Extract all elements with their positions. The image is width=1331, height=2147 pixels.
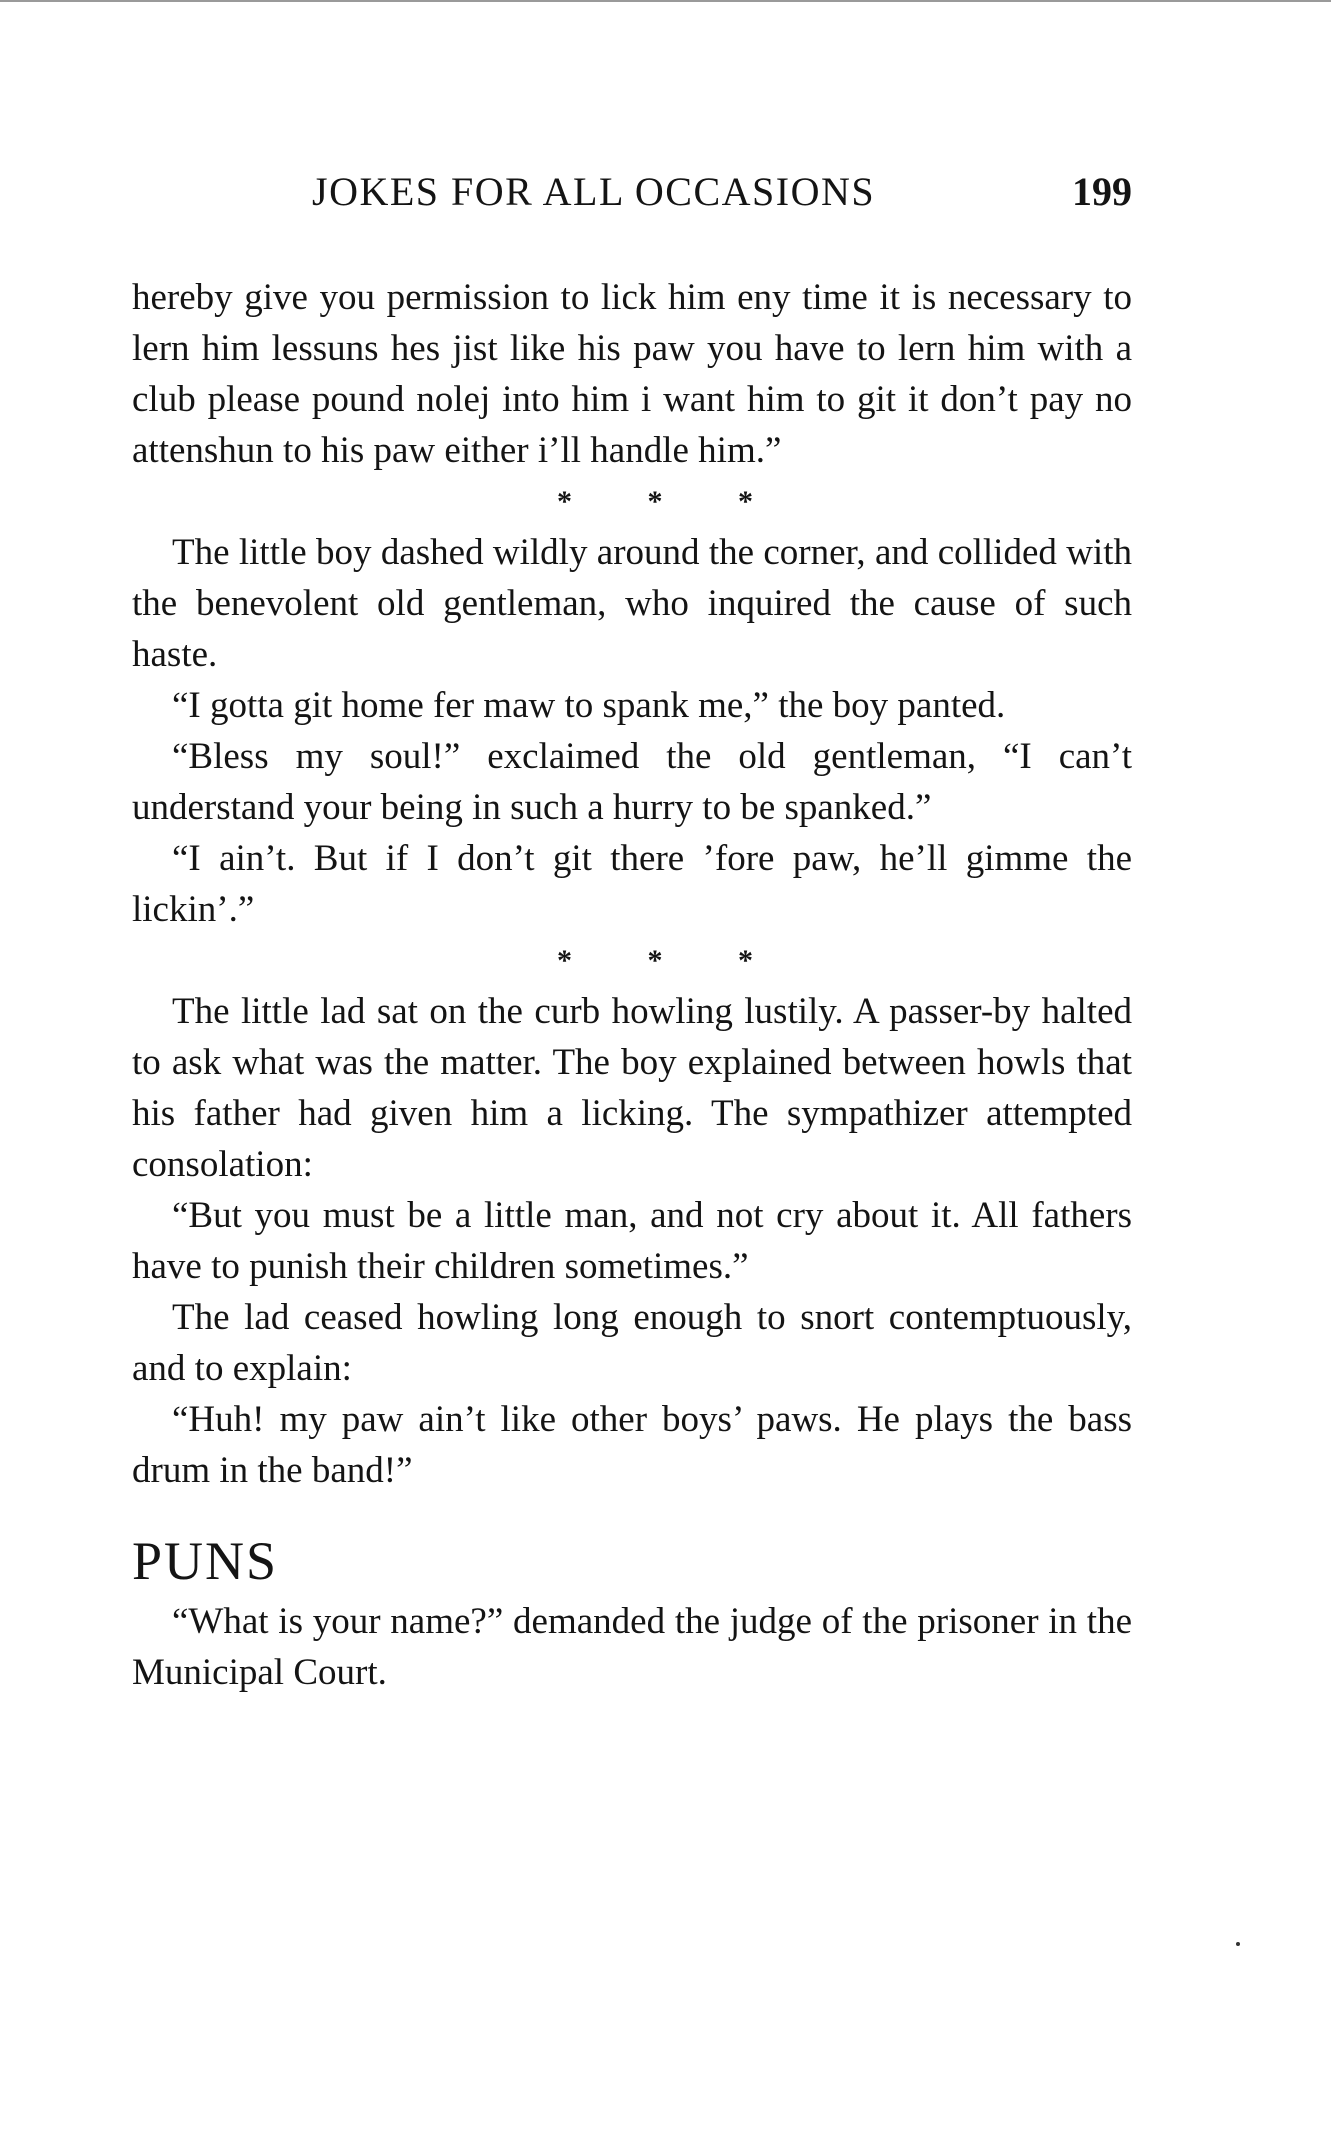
section-title: PUNS — [132, 1531, 279, 1591]
running-head: JOKES FOR ALL OCCASIONS — [312, 169, 876, 214]
scan-edge-line — [0, 0, 1331, 2]
page-header — [132, 168, 1132, 220]
scan-speck — [1236, 1942, 1240, 1946]
paragraph: “But you must be a little man, and not cry about it. All fathers have to punish their children sometimes.” — [132, 1195, 1132, 1287]
section-separator: * * * — [557, 944, 787, 977]
paragraph: “Bless my soul!” exclaimed the old gentleman, “I can’t understand your being in such a hurry to be spanked.” — [132, 736, 1132, 828]
body-text — [132, 272, 1132, 1698]
paragraph: “I gotta git home fer maw to spank me,” the boy panted. — [172, 685, 1006, 726]
paragraph: “I ain’t. But if I don’t git there ’fore paw, he’ll gimme the lickin’.” — [132, 838, 1132, 930]
page-number: 199 — [1072, 169, 1132, 214]
paragraph: “Huh! my paw ain’t like other boys’ paws. He plays the bass drum in the band!” — [132, 1399, 1132, 1491]
paragraph-letter-end: hereby give you permission to lick him eny time it is necessary to lern him lessuns hes jist like his paw you have to lern him with a club please pound nolej into him i want him to git it don’t pay no attenshun to his paw either i’ll handle him.” — [132, 277, 1132, 471]
paragraph: The little lad sat on the curb howling lustily. A passer-by halted to ask what was the matter. The boy explained between howls that his father had given him a licking. The sympathizer attempted consolation: — [132, 991, 1132, 1185]
section-separator: * * * — [557, 485, 787, 518]
paragraph: The little boy dashed wildly around the corner, and collided with the benevolent old gentleman, who inquired the cause of such haste. — [132, 532, 1132, 675]
paragraph: “What is your name?” demanded the judge of the prisoner in the Municipal Court. — [132, 1601, 1132, 1693]
paragraph: The lad ceased howling long enough to snort contemptuously, and to explain: — [132, 1297, 1132, 1389]
